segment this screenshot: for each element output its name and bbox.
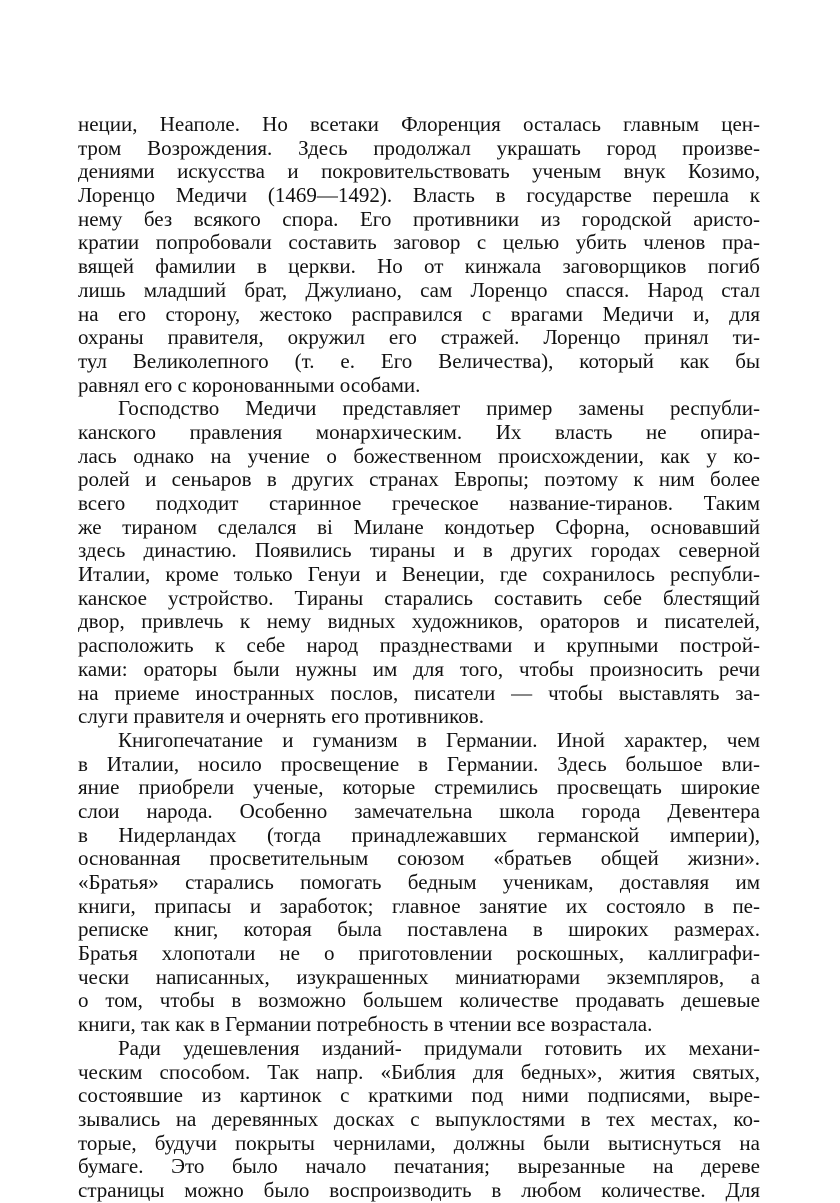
text-line: в Нидерландах (тогда принадлежавших германской империи), xyxy=(78,823,760,847)
text-line: книги, припасы и заработок; главное занятие их состояло в пе- xyxy=(78,894,760,918)
text-line: же тираном сделался ві Милане кондотьер Сфорна, основавший xyxy=(78,515,760,539)
text-line: страницы можно было воспроизводить в любом количестве. Для xyxy=(78,1178,760,1202)
text-line: реписке книг, которая была поставлена в широких размерах. xyxy=(78,918,760,942)
text-line: равнял его с коронованными особами. xyxy=(78,373,421,397)
paragraph-medici xyxy=(78,113,760,397)
text-line: в Италии, носило просвещение в Германии. Здесь большое вли- xyxy=(78,752,760,776)
text-line: на приеме иностранных послов, писатели — чтобы выставлять за- xyxy=(78,681,760,705)
text-line: всего подходит старинное греческое название-тиранов. Таким xyxy=(78,492,760,515)
text-line: вящей фамилии в церкви. Но от кинжала заговорщиков погиб xyxy=(78,255,760,279)
paragraph-tyrants xyxy=(78,397,760,729)
text-line: канского правления монархическим. Их власть не опира- xyxy=(78,420,760,444)
text-line: книги, так как в Германии потребность в чтении все возрастала. xyxy=(78,1013,653,1037)
paragraph-printing-germany xyxy=(78,729,760,1037)
text-line: чески написанных, изукрашенных миниатюрами экземпляров, а xyxy=(78,965,760,989)
text-line: «Братья» старались помогать бедным ученикам, доставляя им xyxy=(78,871,760,894)
text-line: кратии попробовали составить заговор с целью убить членов пра- xyxy=(78,231,760,255)
text-line: нему без всякого спора. Его противники из городской аристо- xyxy=(78,207,760,231)
text-line: неции, Неаполе. Но всетаки Флоренция осталась главным цен- xyxy=(78,113,760,136)
text-line: на его сторону, жестоко расправился с врагами Медичи и, для xyxy=(78,302,760,326)
text-line: Лоренцо Медичи (1469—1492). Власть в государстве перешла к xyxy=(78,184,760,208)
text-line: бумаге. Это было начало печатания; вырезанные на дереве xyxy=(78,1155,760,1179)
text-line: дениями искусства и покровительствовать ученым внук Козимо, xyxy=(78,160,760,184)
text-line: Книгопечатание и гуманизм в Германии. Иной характер, чем xyxy=(118,728,760,752)
text-line: канское устройство. Тираны старались составить себе блестящий xyxy=(78,586,760,610)
text-line: здесь династию. Появились тираны и в других городах северной xyxy=(78,539,760,563)
text-line: ролей и сеньаров в других странах Европы; поэтому к ним более xyxy=(78,468,760,492)
text-line: тром Возрождения. Здесь продолжал украшать город произве- xyxy=(78,136,760,160)
text-line: охраны правителя, окружил его стражей. Лоренцо принял ти- xyxy=(78,326,760,350)
text-line: Господство Медичи представляет пример замены республи- xyxy=(118,397,760,421)
paragraph-block-printing xyxy=(78,1037,760,1203)
text-line: состоявшие из картинок с краткими под ними подписями, выре- xyxy=(78,1084,760,1108)
text-line: о том, чтобы в возможно большем количестве продавать дешевые xyxy=(78,989,760,1013)
text-line: ческим способом. Так напр. «Библия для бедных», жития святых, xyxy=(78,1060,760,1084)
text-line: торые, будучи покрыты чернилами, должны были вытиснуться на xyxy=(78,1131,760,1155)
text-line: зывались на деревянных досках с выпуклостями в тех местах, ко- xyxy=(78,1107,760,1131)
text-line: лась однако на учение о божественном происхождении, как у ко- xyxy=(78,444,760,468)
text-line: Братья хлопотали не о приготовлении роскошных, каллиграфи- xyxy=(78,942,760,966)
text-line: основанная просветительным союзом «братьев общей жизни». xyxy=(78,847,760,871)
text-line: Ради удешевления изданий- придумали готовить их механи- xyxy=(118,1036,760,1060)
text-line: двор, привлечь к нему видных художников, ораторов и писателей, xyxy=(78,610,760,634)
text-line: слуги правителя и очернять его противников. xyxy=(78,705,484,729)
text-line: слои народа. Особенно замечательна школа города Девентера xyxy=(78,799,760,823)
text-line: лишь младший брат, Джулиано, сам Лоренцо спасся. Народ стал xyxy=(78,278,760,302)
text-line: тул Великолепного (т. е. Его Величества), который как бы xyxy=(78,349,760,373)
book-page xyxy=(78,113,760,1203)
text-line: Италии, кроме только Генуи и Венеции, где сохранилось республи- xyxy=(78,563,760,587)
text-line: ками: ораторы были нужны им для того, чтобы произносить речи xyxy=(78,657,760,681)
text-line: яние приобрели ученые, которые стремились просвещать широкие xyxy=(78,776,760,800)
text-line: расположить к себе народ празднествами и крупными построй- xyxy=(78,634,760,658)
